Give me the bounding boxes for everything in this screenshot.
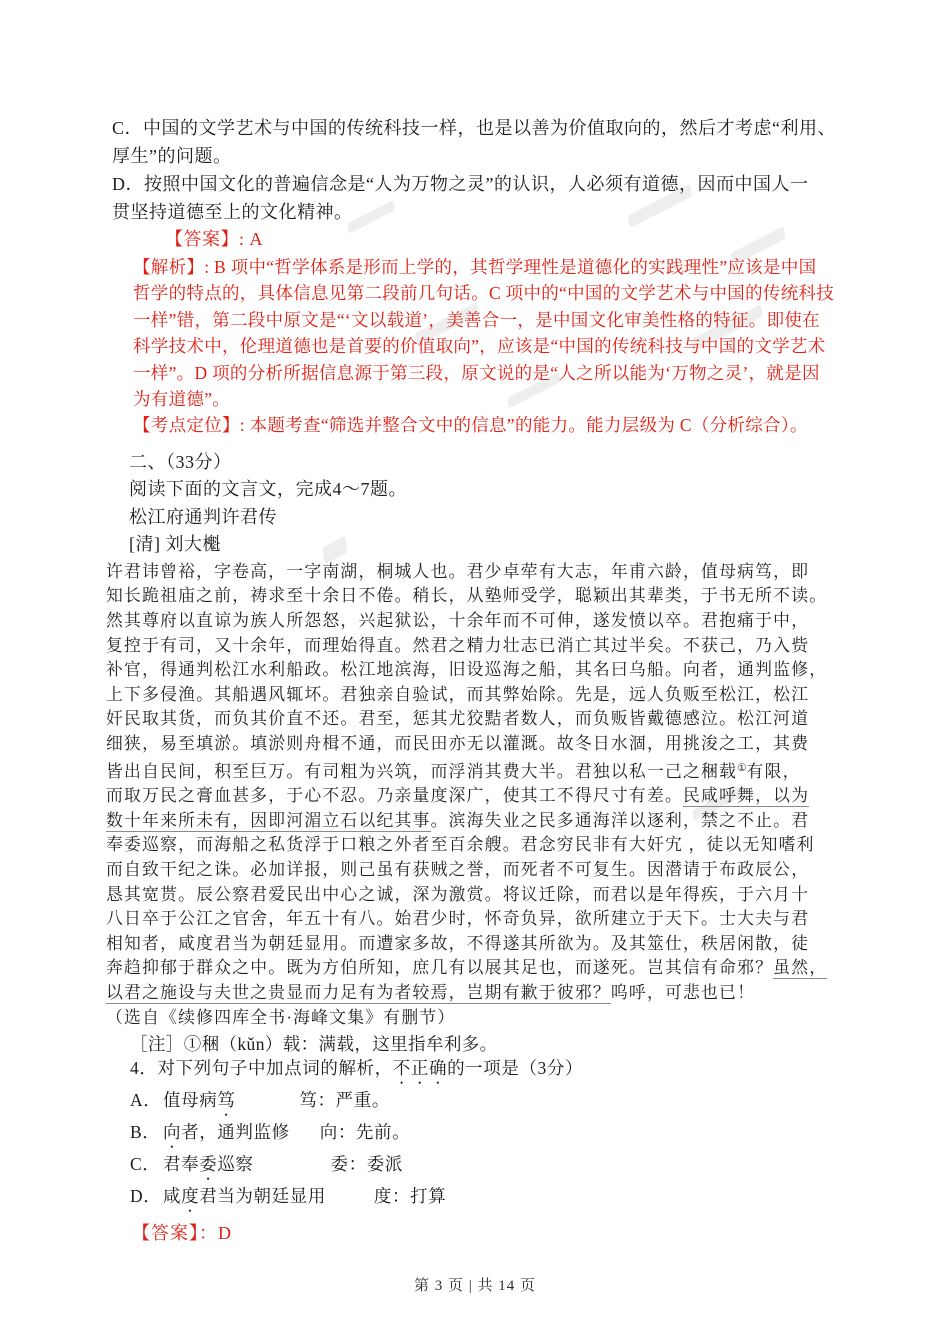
option-clause: 咸	[163, 1186, 182, 1207]
analysis-line: 科学技术中，伦理道德也是首要的价值取向”，应该是“中国的传统科技与中国的文学艺术	[133, 336, 826, 357]
option-label: C．	[130, 1154, 161, 1175]
passage-text: 然其尊府以直谅为族人所怨怒，兴起狱讼，十余年而不可伸，遂发愤以卒。君抱痛于中，	[106, 611, 810, 631]
passage-line	[106, 833, 852, 858]
passage-text: 。滨海失业之民多通海洋以逐利，禁之不止。君	[430, 810, 810, 830]
option-gloss: 笃：严重。	[299, 1090, 390, 1111]
section2-heading: 二、（33分）	[129, 451, 232, 472]
passage-line	[106, 707, 852, 732]
passage-line	[106, 732, 852, 757]
exam-point-note: 【考点定位】: 本题考查“筛选并整合文中的信息”的能力。能力层级为 C（分析综合）。	[133, 415, 808, 436]
passage-text: 奉委巡察，而海船之私货浮于口粮之外者至百余艘。君念穷民非有大奸宄 ，徒以无知嗜利	[106, 835, 815, 855]
passage-text: 上下多侵渔。其船遇风辄坏。君独亲自验试，而其弊始除。先是，远人负贩至松江，松江	[106, 684, 810, 704]
question4-stem	[130, 1056, 852, 1088]
passage-note: ［注］①稇（kǔn）载：满载，这里指牟利多。	[130, 1034, 498, 1055]
question4-option	[130, 1184, 852, 1216]
underlined-text: 虽然，	[773, 958, 828, 978]
emphasized-word: 笃	[217, 1090, 236, 1111]
option-label: A．	[130, 1090, 162, 1111]
answer-q3: 【答案】: A	[165, 229, 263, 249]
emphasized-word: 度	[181, 1186, 200, 1207]
passage-text: 呜呼，可悲也已！	[610, 982, 756, 1002]
option-label: D．	[130, 1186, 162, 1207]
answer-q4: 【答案】：D	[132, 1223, 232, 1244]
option-clause: 者，通判监修	[181, 1122, 290, 1143]
option-c-line-2: 厚生”的问题。	[112, 146, 232, 166]
option-d-line-2: 贯坚持道德至上的文化精神。	[112, 202, 353, 222]
passage-line	[106, 858, 852, 883]
passage-line	[106, 784, 852, 809]
passage-text: 复控于有司，又十余年，而理始得直。然君之精力壮志已消亡其过半矣。不获己，乃入赀	[106, 635, 810, 655]
question4-options	[112, 1088, 852, 1216]
classical-passage	[106, 560, 852, 1030]
option-gloss: 委：委派	[330, 1154, 403, 1175]
passage-text: 许君讳曾裕，字卷高，一字南湖，桐城人也。君少卓荦有大志，年甫六龄，值母病笃，即	[106, 561, 810, 581]
analysis-line: 哲学的特点的，具体信息见第二段前几句话。C 项中的“中国的文学艺术与中国的传统科技	[133, 283, 835, 304]
page-number-label: 第 3 页 | 共 14 页	[413, 1278, 536, 1294]
passage-line	[106, 932, 852, 957]
passage-text: 补官，得通判松江水利船政。松江地滨海，旧设巡海之船，其名曰乌船。向者，通判监修，	[106, 660, 828, 680]
passage-text: 奔趋抑郁于群众之中。既为方伯所知，庶几有以展其足也，而遂死。岂其信有命邪？	[106, 958, 774, 978]
passage-line	[106, 683, 852, 708]
option-gloss: 向：先前。	[319, 1122, 411, 1143]
option-label: B．	[130, 1122, 161, 1143]
passage-text: 而取万民之膏血甚多，于心不忍。乃亲量度深广，使其工不得尺寸有差。	[106, 786, 684, 806]
passage-line	[106, 584, 852, 609]
analysis-line: 一样”错，第二段中原文是“‘文以载道’，美善合一，是中国文化审美性格的特征。即使在	[133, 309, 820, 330]
passage-line	[106, 634, 852, 659]
question4-option	[130, 1120, 852, 1152]
page-footer	[0, 1274, 950, 1295]
passage-text: 奸民取其货，而负其价直不还。君至，惩其尤狡黠者数人，而负贩皆戴德感泣。松江河道	[106, 709, 810, 729]
passage-text: 相知者，咸度君当为朝廷显用。而遭家多故，不得遂其所欲为。及其筮仕，秩居闲散，徒	[106, 933, 810, 953]
passage-line	[106, 883, 852, 908]
passage-text: 有限，	[746, 761, 801, 781]
analysis-line: 【解析】: B 项中“哲学体系是形而上学的，其哲学理性是道德化的实践理性”应该是中国	[133, 257, 817, 277]
analysis-line: 为有道德”。	[133, 389, 231, 410]
passage-line	[106, 560, 852, 585]
question3-option-block	[112, 114, 852, 226]
passage-line	[106, 1006, 852, 1031]
underlined-text: 以君之施设与夫世之贵显而力足有为者较焉，岂期有歉于彼邪？	[106, 982, 611, 1002]
question4-option	[130, 1088, 852, 1120]
option-c-line-1: C．中国的文学艺术与中国的传统科技一样，也是以善为价值取向的，然后才考虑“利用、	[112, 118, 836, 138]
option-clause: 值母病	[163, 1090, 218, 1111]
passage-line	[106, 757, 852, 785]
stem-pre: 4．对下列句子中加点词的解析，	[130, 1058, 393, 1079]
question4-option	[130, 1152, 852, 1184]
passage-line	[106, 907, 852, 932]
underlined-text: 民咸呼舞，以为	[683, 786, 810, 806]
page-content	[106, 114, 852, 1246]
option-clause: 君当为朝廷显用	[199, 1186, 326, 1207]
emphasized-word: 委	[199, 1154, 218, 1175]
passage-text: 八日卒于公江之官舍，年五十有八。始君少时，怀奇负异，欲所建立于天下。士大夫与君	[106, 909, 810, 929]
option-clause: 君奉	[163, 1154, 200, 1175]
passage-line	[106, 956, 852, 981]
passage-text: 知长跪祖庙之前，祷求至十余日不倦。稍长，从塾师受学，聪颖出其辈类，于书无所不读。	[106, 586, 828, 606]
passage-line	[106, 658, 852, 683]
passage-author: [清] 刘大櫆	[129, 534, 221, 555]
analysis-line: 一样”。D 项的分析所据信息源于第三段，原文说的是“人之所以能为‘万物之灵’，就是因	[133, 362, 820, 383]
passage-text: 皆出自民间，积至巨万。有司粗为兴筑，而浮消其费大半。君独以私一己之稇载	[106, 761, 738, 781]
emphasized-word: 向	[163, 1122, 182, 1143]
passage-line	[106, 609, 852, 634]
option-clause: 巡察	[217, 1154, 254, 1175]
passage-text: 细狭，易至填淤。填淤则舟楫不通，而民田亦无以灌溉。故冬日水涸，用挑浚之工，其费	[106, 734, 810, 753]
option-d-line-1: D．按照中国文化的普遍信念是“人为万物之灵”的认识，人必须有道德，因而中国人一	[112, 174, 809, 194]
stem-post: 的一项是（3分）	[447, 1058, 584, 1079]
passage-text: 恳其宽贳。辰公察君爱民出中心之诚，深为激赏。将议迁除，而君以是年得疾，于六月十	[106, 884, 810, 904]
analysis-q3	[133, 254, 852, 439]
passage-text: 而自致干纪之诛。必加详报，则己虽有获贼之誉，而死者不可复生。因潜请于布政辰公，	[106, 859, 810, 879]
passage-line	[106, 981, 852, 1006]
passage-title: 松江府通判许君传	[129, 506, 277, 527]
section2-intro: 阅读下面的文言文，完成4～7题。	[129, 479, 407, 500]
underlined-text: 数十年来所未有，因即河湄立石以纪其事	[106, 810, 431, 830]
option-gloss: 度：打算	[373, 1186, 447, 1207]
passage-text: （选自《续修四库全书·海峰文集》有删节）	[106, 1007, 456, 1027]
stem-emphasized: 不正确	[392, 1058, 448, 1079]
footnote-marker: ①	[737, 762, 747, 774]
passage-line	[106, 809, 852, 834]
